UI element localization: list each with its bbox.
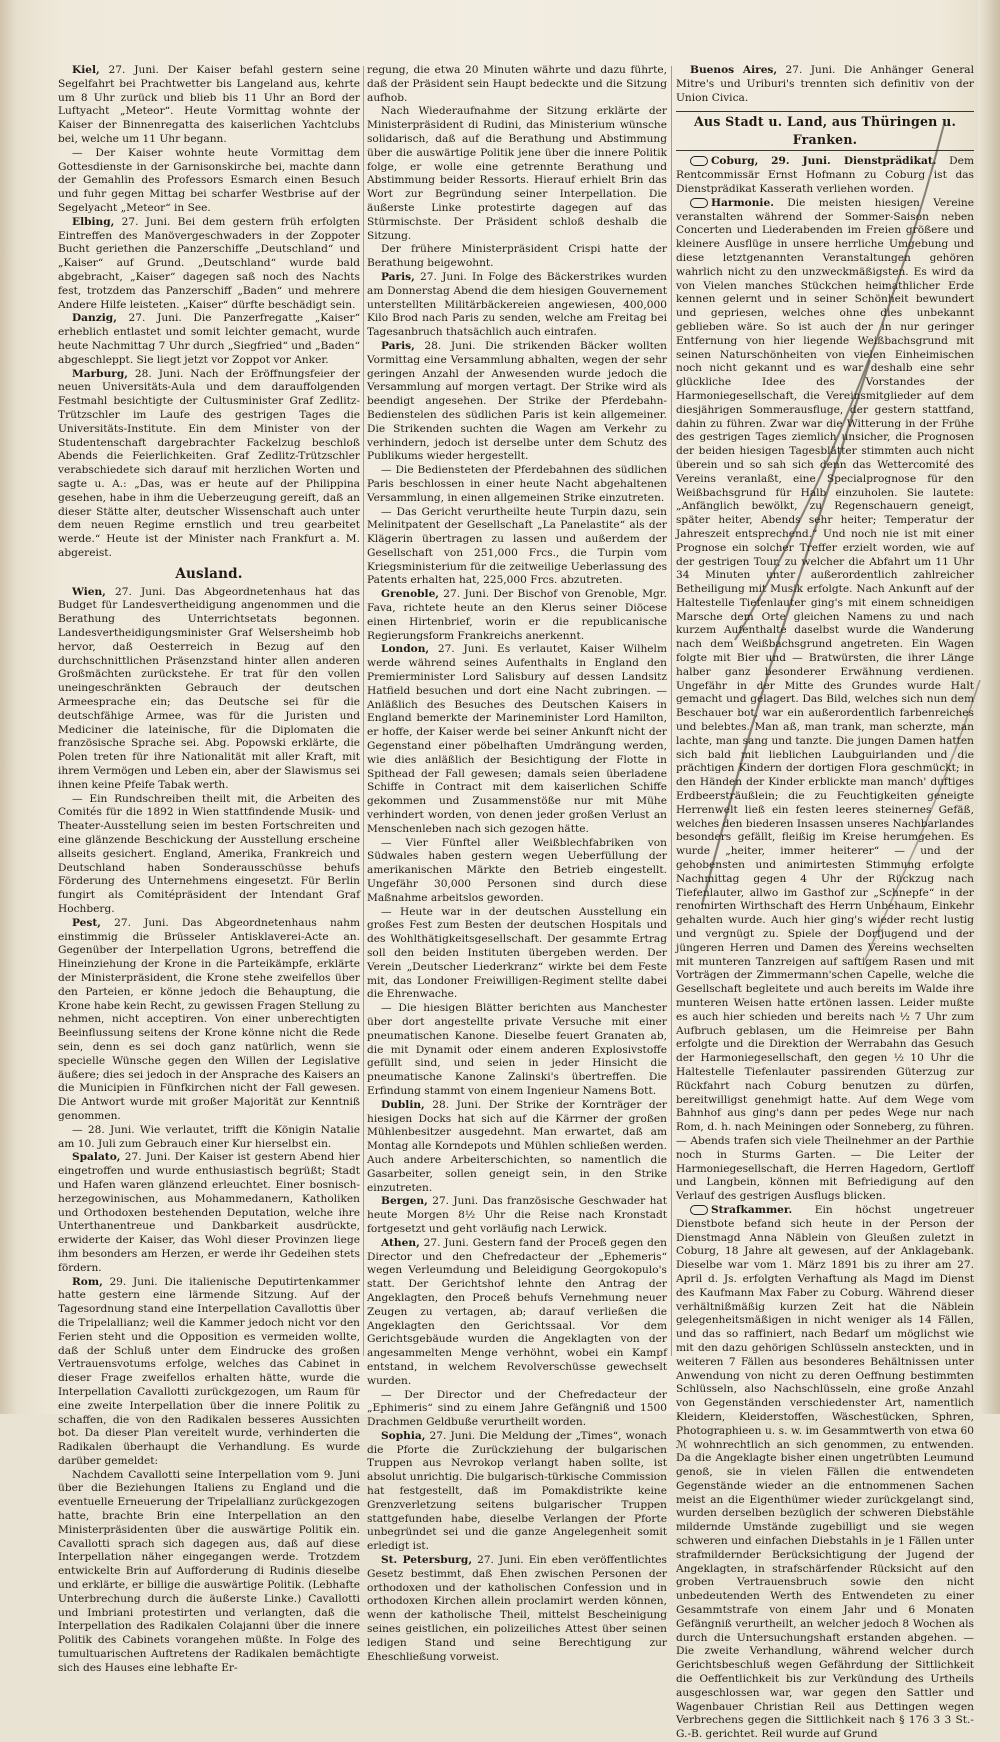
article-bergen (367, 1195, 667, 1236)
article-london (367, 643, 667, 836)
subheading: 29. Juni. Dienstprädikat. (771, 155, 937, 168)
article-text: 28. Juni. Nach der Eröffnungsfeier der neuen Universitäts-Aula und dem darauffolgenden Festmahl besichtigte der Cultusminister Graf Zedlitz-Trützschler im Laufe des gestrigen Tages die Universitäts-Institute. Ein dem Minister von der Studentenschaft dargebrachter Fackelzug beschloß Abends die Feierlichkeiten. Graf Zedlitz-Trützschler verabschiedete sich darauf mit herzlichen Worten und sagte u. A.: „Das, was er heute auf der Philippina gesehen, habe in ihm die Ueberzeugung gereift, daß an dieser Stätte alter, deutscher Wissenschaft auch unter dem neuen Regime ernstlich und treu gearbeitet werde.“ Heute ist der Minister nach Frankfurt a. M. abgereist. (58, 367, 360, 559)
dateline: Wien, (72, 585, 106, 598)
article-text: 27. Juni. Die Panzerfregatte „Kaiser“ erheblich entlastet und somit leichter gemacht, wurde heute Nachmittag 7 Uhr durch „Siegfried“ und „Baden“ abgeschleppt. Sie liegt jetzt vor Zoppot vor Anker. (58, 312, 360, 366)
dateline: Dublin, (381, 1098, 425, 1111)
article-paragraph: — Der Director und der Chefredacteur der „Ephimeris“ sind zu einem Jahre Gefängniß und 1500 Drachmen Geldbuße verurtheilt worden. (367, 1388, 667, 1429)
article-text: 27. Juni. Gestern fand der Proceß gegen den Director und den Chefredacteur der „Ephemeris“ wegen Verleumdung und Beleidigung Georgokopulo's statt. Der Gerichtshof lehnte den Antrag der Angeklagten, den Proceß behufs Vernehmung neuer Zeugen zu vertagen, ab; darauf verließen die Angeklagten den Gerichtssaal. Vor dem Gerichtsgebäude wurden die Angeklagten von der angesammelten Menge verhöhnt, wobei ein Kampf entstand, in welchem Revolverschüsse gewechselt wurden. (367, 1236, 667, 1387)
article-marburg (58, 368, 360, 561)
article-text: 27. Juni. Ein eben veröffentlichtes Gesetz bestimmt, daß Ehen zwischen Personen der orthodoxen und der katholischen Confession und in orthodoxen Kirchen allein proclamirt werden können, wenn der katholische Theil, mittelst Bescheinigung seines geistlichen, ein polizeiliches Attest über seinen ledigen Stand und seine Berechtigung zur Eheschließung vorweist. (367, 1554, 667, 1663)
article-text: 27. Juni. Bei dem gestern früh erfolgten Eintreffen des Manövergeschwaders in der Zoppoter Bucht geriethen die Panzerschiffe „Deutschland“ und „Kaiser“ auf Grund. „Deutschland“ wurde bald abgebracht, „Kaiser“ dagegen saß noch des Nachts fest, trotzdem das Panzerschiff „Baden“ und mehrere Andere Hilfe leisteten. „Kaiser“ dürfte beschädigt sein. (58, 215, 360, 311)
column-rule (363, 66, 364, 1356)
article-kiel (58, 64, 360, 147)
article-pest (58, 917, 360, 1124)
article-text: Ein höchst ungetreuer Dienstbote befand sich heute in der Person der Dienstmagd Anna Näblein von Gleußen zuletzt in Coburg, 18 Jahre alt gewesen, auf der Anklagebank. Dieselbe war vom 1. März 1891 bis zu ihrer am 27. April d. Js. erfolgten Verhaftung als Magd im Dienst des Kaufmann Max Faber zu Coburg. Während dieser verhältnißmäßig kurzen Zeit hat die Näblein gelegenheitsmäßigen in nicht weniger als 14 Fällen, und das so raffiniert, nach Bedarf um möglichst wie mit den dazu gehörigen Schlüsseln ansteckten, und in weiteren 7 Fällen aus besonderes Behältnissen unter Anwendung von nicht zu deren Oeffnung bestimmten Schlüsseln, also Nachschlüsseln, eine große Anzahl von Gegenständen verschiedenster Art, namentlich Kleidern, Kleiderstoffen, Wäschestücken, Sphren, Photographieen u. s. w. im Gesammtwerth von etwa 60 ℳ wohnrechtlich an sich genommen, zu entwenden. Da die Angeklagte bisher einen ungetrübten Leumund genoß, sie in vielen Fällen die entwendeten Gegenstände wieder an die entnommenen Sachen meist an die Eigenthümer wieder zurückgelangt sind, wurden derselben bezüglich der schweren Diebstähle mildernde Umstände zugebilligt und sie wegen schweren und einfachen Diebstahls in je 1 Fällen unter strafmildernder Berücksichtigung der Jugend der Angeklagten, in strafschärfender Rücksicht auf den groben Vertrauensbruch sowie den nicht unbedeutenden Werth des Entwendeten zu einer Gesammtstrafe von einem Jahr und 6 Monaten Gefängniß verurtheilt, an welcher jedoch 8 Wochen als durch die Untersuchungshaft erstanden abgehen. — Die zweite Verhandlung, während welcher durch Gerichtsbeschluß wegen Gefährdung der Sittlichkeit die Oeffentlichkeit bis zur Verkündung des Urtheils ausgeschlossen war, war gegen den Sattler und Wagenbauer Christian Reil aus Dettingen wegen Verbrechens gegen die Sittlichkeit nach § 176 3 3 St.-G.-B. gerichtet. Reil wurde auf Grund (676, 1203, 974, 1741)
subheading: Strafkammer. (711, 1203, 793, 1216)
dateline: St. Petersburg, (381, 1554, 473, 1567)
article-danzig (58, 312, 360, 367)
article-text: Die meisten hiesigen Vereine veranstalten während der Sommer-Saison neben Concerten und Liederabenden im Freien größere und kleinere Ausflüge in unsere herrliche Umgebung und diese letztgenannten Veranstaltungen gehören wahrlich nicht zu den unzweckmäßigsten. Es wird da von Vielen manches Stückchen heimathlicher Erde kennen gelernt und in seiner Schönheit bewundert und gepriesen, welches ohne dies unbekannt geblieben wäre. So ist auch der in nur geringer Entfernung von hier liegende Weißbachsgrund mit seinen Naturschönheiten von vielen Einheimischen noch nicht gekannt und es war deshalb eine sehr glückliche Idee des Vorstandes der Harmoniegesellschaft, die Vereinsmitglieder auf dem diesjährigen Sommerausfluge, der gestern stattfand, dahin zu führen. Zwar war die Witterung in der Frühe des gestrigen Tages ziemlich unsicher, die Prognosen der beiden hiesigen Tagesblätter stimmten auch nicht überein und so sah sich denn das Wettercomité des Vereins veranlaßt, eine Specialprognose für den Weißbachsgrund für Halb einzuholen. Sie lautete: „Anfänglich bewölkt, zu Regenschauern geneigt, später heiter, Abends sehr heiter; Temperatur der Jahreszeit entsprechend.“ Und noch nie ist mit einer Prognose ein solcher Treffer erzielt worden, wie auf der gestrigen Tour, zu welcher die Abfahrt um 11 Uhr 34 Minuten unter außerordentlich zahlreicher Betheiligung mit Musik erfolgte. Nach Ankunft auf der Haltestelle Tiefenlauter ging's mit einem schneidigen Marsche dem Orte gleichen Namens zu und nach kurzem Aufenthalte daselbst wurde die Wanderung nach dem Weißbachsgrund angetreten. Ein Wagen folgte mit Bier und — Bratwürsten, die ihrer Länge halber ganz besonderer Erwähnung verdienen. Ungefähr in der Mitte des Grundes wurde Halt gemacht und gelagert. Das Bild, welches sich nun dem Beschauer bot, war ein außerordentlich farbenreiches und belebtes. Man aß, man trank, man scherzte, man lachte, man sang und tanzte. Die jungen Damen hatten sich bald mit lieblichen Laubguirlanden und die prächtigen Kindern der dortigen Flora geschmückt; in den Händen der Kinder erblickte man manch' duftiges Erdbeersträußlein; die zu Feuchtigkeiten geneigte Herrenwelt ließ ein festen leeres steinernes Gefäß, welches den biederen Insassen unseres Nachbarlandes besonders gefällt, fleißig im Kreise herumgehen. Es wurde „heiter, immer heiterer“ — und der gehobensten und animirtesten Stimmung erfolgte Nachmittag gegen 4 Uhr der Rückzug nach Tiefenlauter, allwo im Gasthof zur „Schnepfe“ in der renomirten Wirthschaft des Herrn Unbehaum, Einkehr gehalten wurde. Auch hier ging's wieder recht lustig und vergnügt zu. Spiele der Dorfjugend und der jüngeren Herren und Damen des Vereins wechselten mit munteren Tanzreigen auf saftigem Rasen und mit Vorträgen der Zimmermann'schen Capelle, welche die Gesellschaft begleitete und auch bereits im Walde ihre munteren Weisen hatte ertönen lassen. Leider mußte es auch hier schieden und bereits nach ½ 7 Uhr zum Aufbruch geblasen, um die Heimreise per Bahn erfolgte und die Direktion der Werrabahn das Gesuch der Harmoniegesellschaft, den gegen ½ 10 Uhr die Haltestelle Tiefenlauter passirenden Güterzug zur Rückfahrt nach Coburg benutzen zu dürfen, bereitwilligst genehmigt hatte. Auf dem Wege vom Bahnhof aus ging's dann per pedes Wege nur nach Rom, d. h. nach Meiningen oder Sonneberg, zu führen. — Abends trafen sich viele Theilnehmer an der Parthie noch in Sturms Garten. — Die Leiter der Harmoniegesellschaft, die Herren Hagedorn, Gertloff und Langbein, können mit Befriedigung auf den Verlauf des gestrigen Ausflugs blicken. (676, 196, 974, 1203)
article-coburg (676, 155, 974, 196)
column-3 (676, 64, 974, 1741)
article-grenoble (367, 588, 667, 643)
article-paragraph: Der frühere Ministerpräsident Crispi hatte der Berathung beigewohnt. (367, 243, 667, 270)
article-athen (367, 1237, 667, 1389)
dateline: Buenos Aires, (690, 64, 778, 76)
article-paragraph: — Die hiesigen Blätter berichten aus Manchester über dort angestellte private Versuche mit einer pneumatischen Kanone. Dieselbe feuert Granaten ab, die mit Dynamit oder einem anderen Explosivstoffe gefüllt sind, und seien in jeder Hinsicht die pneumatische Kanone Zalinski's übertreffen. Die Erfindung stammt von einem Ingenieur Namens Bott. (367, 1002, 667, 1097)
dateline: London, (381, 643, 430, 656)
article-text: 27. Juni. Die Anhänger General Mitre's und Uriburi's trennten sich definitiv von der Union Civica. (676, 64, 974, 104)
article-paris (367, 271, 667, 340)
page-edge-right (978, 0, 1000, 1414)
article-text: 27. Juni. Das Abgeordnetenhaus hat das Budget für Landesvertheidigung angenommen und die Berathung des Unterrichtsetats begonnen. Landesvertheidigungsminister Graf Welsersheimb hob hervor, daß Oesterreich in Bezug auf den durchschnittlichen Präsenzstand hinter allen anderen Großmächten zurückstehe. Er trat für den vollen uneingeschränkten Gebrauch der deutschen Armeesprache ein; das Deutsche sei für die deutschfähige Armee, was für die Juristen und Mediciner die lateinische, für die Diplomaten die französische Sprache sei. Abg. Popowski erklärte, die Polen treten für ihre Nationalität mit aller Kraft, mit ihrem Vermögen und Leben ein, aber der Slawismus sei ihnen keine Pfeife Tabak werth. (58, 585, 360, 791)
article-wien (58, 586, 360, 793)
dateline: Paris, (381, 270, 415, 283)
column-2 (367, 64, 667, 1663)
article-paragraph: Nach Wiederaufnahme der Sitzung erklärte der Ministerpräsident di Rudini, das Ministerium wünsche solidarisch, daß auf die Berathung und Abstimmung über die auswärtige Politik jene über die innere Politik folge, er wolle eine getrennte Berathung und Abstimmung beider Ressorts. Hierauf erhielt Brin das Wort zur Begründung seiner Interpellation. Die äußerste Linke protestirte dagegen auf das Stürmischste. Der Präsident schloß deshalb die Sitzung. (367, 105, 667, 242)
article-text: 27. Juni. In Folge des Bäckerstrikes wurden am Donnerstag Abend die dem hiesigen Gouvernement unterstellten Militärbäckereien angewiesen, 400,000 Kilo Brod nach Paris zu senden, welche am Freitag bei Tagesanbruch thatsächlich auch eintrafen. (367, 270, 667, 339)
subheading: Harmonie. (711, 196, 774, 209)
article-paragraph: — Ein Rundschreiben theilt mit, die Arbeiten des Comités für die 1892 in Wien stattfindende Musik- und Theater-Ausstellung seien im besten Fortschreiten und eine glänzende Beschickung der Ausstellung erscheine allseits gesichert. England, Amerika, Frankreich und Deutschland haben Sonderausschüsse behufs Förderung des Unternehmens eingesetzt. Für Berlin fungirt als Comitépräsident der Intendant Graf Hochberg. (58, 792, 360, 916)
dateline: Elbing, (72, 215, 115, 228)
article-paragraph: — Das Gericht verurtheilte heute Turpin dazu, sein Melinitpatent der Gesellschaft „La Panelastite“ als der Klägerin übertragen zu lassen und außerdem der Gesellschaft von 251,000 Frcs., die Turpin vom Kriegsministerium für die zeitweilige Ueberlassung des Patents erhalten hat, 225,000 Frcs. abzutreten. (367, 505, 667, 587)
article-text: 27. Juni. Der Bischof von Grenoble, Mgr. Fava, richtete heute an den Klerus seiner Diöcese einen Hirtenbrief, worin er die republicanische Regierungsform Frankreichs anerkennt. (367, 588, 667, 642)
article-text: 27. Juni. Der Kaiser befahl gestern seine Segelfahrt bei Prachtwetter bis Langeland aus, kehrte um 8 Uhr zurück und blieb bis 11 Uhr an Bord der Luftyacht „Meteor“. Heute Vormittag wohnte der Kaiser der Binnenregatta des kaiserlichen Yachtclubs bei, welche um 11 Uhr begann. (58, 64, 360, 145)
dateline: Kiel, (72, 64, 100, 76)
article-paragraph: Nachdem Cavallotti seine Interpellation vom 9. Juni über die Beziehungen Italiens zu England und die eventuelle Erneuerung der Tripelallianz zurückgezogen hatte, brachte Brin eine Interpellation an den Ministerpräsidenten über die auswärtige Politik ein. Cavallotti sprach sich dagegen aus, daß auf diese Interpellation näher eingegangen werde. Trotzdem entwickelte Brin auf Aufforderung di Rudinis dieselbe und erklärte, er billige die auswärtige Politik. (Lebhafte Unterbrechung durch die äußerste Linke.) Cavallotti und Imbriani protestirten und verlangten, daß die Interpellation des Radikalen Colajanni über die innere Politik des Cabinets vorangehen müßte. In Folge des tumultuarischen Auftretens der Radikalen bemächtigte sich des Hauses eine lebhafte Er- (58, 1468, 360, 1674)
article-paragraph: — Die Bediensteten der Pferdebahnen des südlichen Paris beschlossen in einer heute Nacht abgehaltenen Versammlung, in einen allgemeinen Strike einzutreten. (367, 464, 667, 504)
section-heading-local: Aus Stadt u. Land, aus Thüringen u. Franken. (676, 111, 974, 151)
dateline: Sophia, (381, 1429, 426, 1442)
article-paragraph: regung, die etwa 20 Minuten währte und dazu führte, daß der Präsident sein Haupt bedeckte und die Sitzung aufhob. (367, 64, 667, 104)
section-marker-icon (690, 1205, 708, 1215)
article-harmonie (676, 197, 974, 1204)
column-1 (58, 64, 360, 1674)
article-paragraph: — Heute war in der deutschen Ausstellung ein großes Fest zum Besten der deutschen Hospitals und des Wohlthätigkeitsgesellschaft. Der gesammte Ertrag soll den beiden Instituten übergeben werden. Der Verein „Deutscher Liederkranz“ wirkte bei dem Feste mit, das Londoner Freiwilligen-Regiment stellte dabei die Ehrenwache. (367, 905, 667, 1001)
section-heading-ausland: Ausland. (175, 565, 243, 582)
article-buenos-aires (676, 64, 974, 105)
article-paragraph: — Vier Fünftel aller Weißblechfabriken von Südwales haben gestern wegen Ueberfüllung der amerikanischen Märkte den Betrieb eingestellt. Ungefähr 30,000 Personen sind durch diese Maßnahme arbeitslos geworden. (367, 836, 667, 904)
article-rom (58, 1276, 360, 1469)
article-elbing (58, 216, 360, 313)
dateline: Coburg, (711, 155, 759, 168)
article-text: 28. Juni. Die strikenden Bäcker wollten Vormittag eine Versammlung abhalten, wegen der sehr geringen Anzahl der Anwesenden wurde jedoch die Versammlung auf morgen vertagt. Der Strike wird als beendigt angesehen. Der Strike der Pferdebahn-Bedienstelen des südlichen Paris ist kein allgemeiner. Die Strikenden suchten die Wagen am Verkehr zu verhindern, jedoch ist derselbe unter dem Schutz des Publikums wieder hergestellt. (367, 339, 667, 463)
dateline: Paris, (381, 339, 415, 352)
dateline: Pest, (72, 916, 101, 929)
article-paragraph: — 28. Juni. Wie verlautet, trifft die Königin Natalie am 10. Juli zum Gebrauch einer Kur hierselbst ein. (58, 1123, 360, 1150)
article-text: Dem Rentcommissär Ernst Hofmann zu Coburg ist das Dienstprädikat Kasserath verliehen worden. (676, 155, 974, 195)
article-st-petersburg (367, 1554, 667, 1664)
section-marker-icon (690, 198, 708, 208)
article-spalato (58, 1151, 360, 1275)
article-strafkammer (676, 1204, 974, 1742)
dateline: Rom, (72, 1275, 103, 1288)
article-text: 27. Juni. Die Meldung der „Times“, wonach die Pforte die Zurückziehung der bulgarischen Truppen aus Nevrokop verlangt haben sollte, ist absolut unrichtig. Die bulgarisch-türkische Commission hat festgestellt, daß im Pomakdistrikte keine Grenzverletzung seitens bulgarischer Truppen stattgefunden habe, dieselbe Verlangen der Pforte unbegründet sei und die ganze Angelegenheit somit erledigt ist. (367, 1429, 667, 1553)
article-text: 27. Juni. Das französische Geschwader hat heute Morgen 8½ Uhr die Reise nach Kronstadt fortgesetzt und geht vorläufig nach Lerwick. (367, 1195, 667, 1235)
section-marker-icon (690, 156, 708, 166)
article-text: 27. Juni. Es verlautet, Kaiser Wilhelm werde während seines Aufenthalts in England den Premierminister Lord Salisbury auf dessen Landsitz Hatfield besuchen und dort eine Nacht zubringen. — Anläßlich des Besuches des Deutschen Kaisers in England bemerkte der Marineminister Lord Hamilton, er hoffe, der Kaiser werde bei seiner Ankunft nicht der Gegenstand einer pöbelhaften Umdrängung werden, wie dies anläßlich der Besichtigung der Flotte in Spithead der Fall gewesen; damals seien überladene Schiffe in Contract mit dem kaiserlichen Schiffe gekommen und Zusammenstöße nur mit Mühe verhindert worden, von denen jeder großen Verlust an Menschenleben nach sich gezogen hätte. (367, 643, 667, 835)
dateline: Danzig, (72, 312, 117, 325)
column-rule (671, 66, 672, 1356)
article-paris (367, 340, 667, 464)
page-edge-left (0, 0, 18, 1414)
dateline: Marburg, (72, 367, 128, 380)
article-text: 29. Juni. Die italienische Deputirtenkammer hatte gestern eine lärmende Sitzung. Auf der Tagesordnung stand eine Interpellation Cavallottis über die Tripelallianz; weil die Kammer jedoch nicht vor den Ferien steht und die Opposition es vermeiden wollte, daß der Schluß unter dem Eindrucke des großen Vertrauensvotums erfolge, welches das Cabinet in dieser Frage zweifellos erhalten hätte, wurde die Interpellation Cavallotti zurückgezogen, um Raum für eine zweite Interpellation über die innere Politik zu schaffen, die von den Radikalen besseres Aussichten bot. Da dieser Plan vereitelt wurde, verhinderten die Radikalen überhaupt die Verhandlung. Es wurde darüber gemeldet: (58, 1275, 360, 1467)
dateline: Bergen, (381, 1195, 428, 1208)
article-text: 27. Juni. Das Abgeordnetenhaus nahm einstimmig die Brüsseler Antisklaverei-Acte an. Gegenüber der Interpellation Ugrons, betreffend die Hineinziehung der Krone in die Parteikämpfe, erklärte der Ministerpräsident, die Krone stehe zweifellos über den Parteien, er könne jedoch die Behauptung, die Krone habe kein Recht, zu gewissen Fragen Stellung zu nehmen, nicht acceptiren. Von einer unberechtigten Beeinflussung seitens der Krone könne nicht die Rede sein, denn es sei doch ganz natürlich, wenn sie specielle Wünsche gegen den Willen der Legislative äußere; dies sei jedoch in der Ansprache des Kaisers an die Municipien in Fünfkirchen nicht der Fall gewesen. Die Antwort wurde mit großer Majorität zur Kenntniß genommen. (58, 916, 360, 1122)
dateline: Spalato, (72, 1151, 121, 1164)
article-text: 28. Juni. Der Strike der Kornträger der hiesigen Docks hat sich auf die Kärrner der großen Mühlenbesitzer ausgedehnt. Man erwartet, daß am Montag alle Korndepots und Mühlen schließen werden. Auch andere Arbeiterschichten, so namentlich die Gasarbeiter, sollen geneigt sein, in den Strike einzutreten. (367, 1098, 667, 1194)
dateline: Grenoble, (381, 588, 439, 601)
article-text: 27. Juni. Der Kaiser ist gestern Abend hier eingetroffen und wurde enthusiastisch begrüßt; Stadt und Hafen waren glänzend erleuchtet. Einer bosnisch-herzegowinischen, aus Mohammedanern, Katholiken und Orthodoxen bestehenden Deputation, welche ihre Unterthanentreue und Dankbarkeit ausdrückte, erwiderte der Kaiser, das Wohl dieser Provinzen liege ihm besonders am Herzen, er werde ihr Gedeihen stets fördern. (58, 1151, 360, 1274)
dateline: Athen, (381, 1236, 420, 1249)
article-paragraph: — Der Kaiser wohnte heute Vormittag dem Gottesdienste in der Garnisonskirche bei, machte dann der Gemahlin des Professors Esmarch einen Besuch und fuhr gegen Mittag bei scharfer Westbrise auf der Segelyacht „Meteor“ in See. (58, 146, 360, 214)
article-sophia (367, 1430, 667, 1554)
article-dublin (367, 1099, 667, 1196)
